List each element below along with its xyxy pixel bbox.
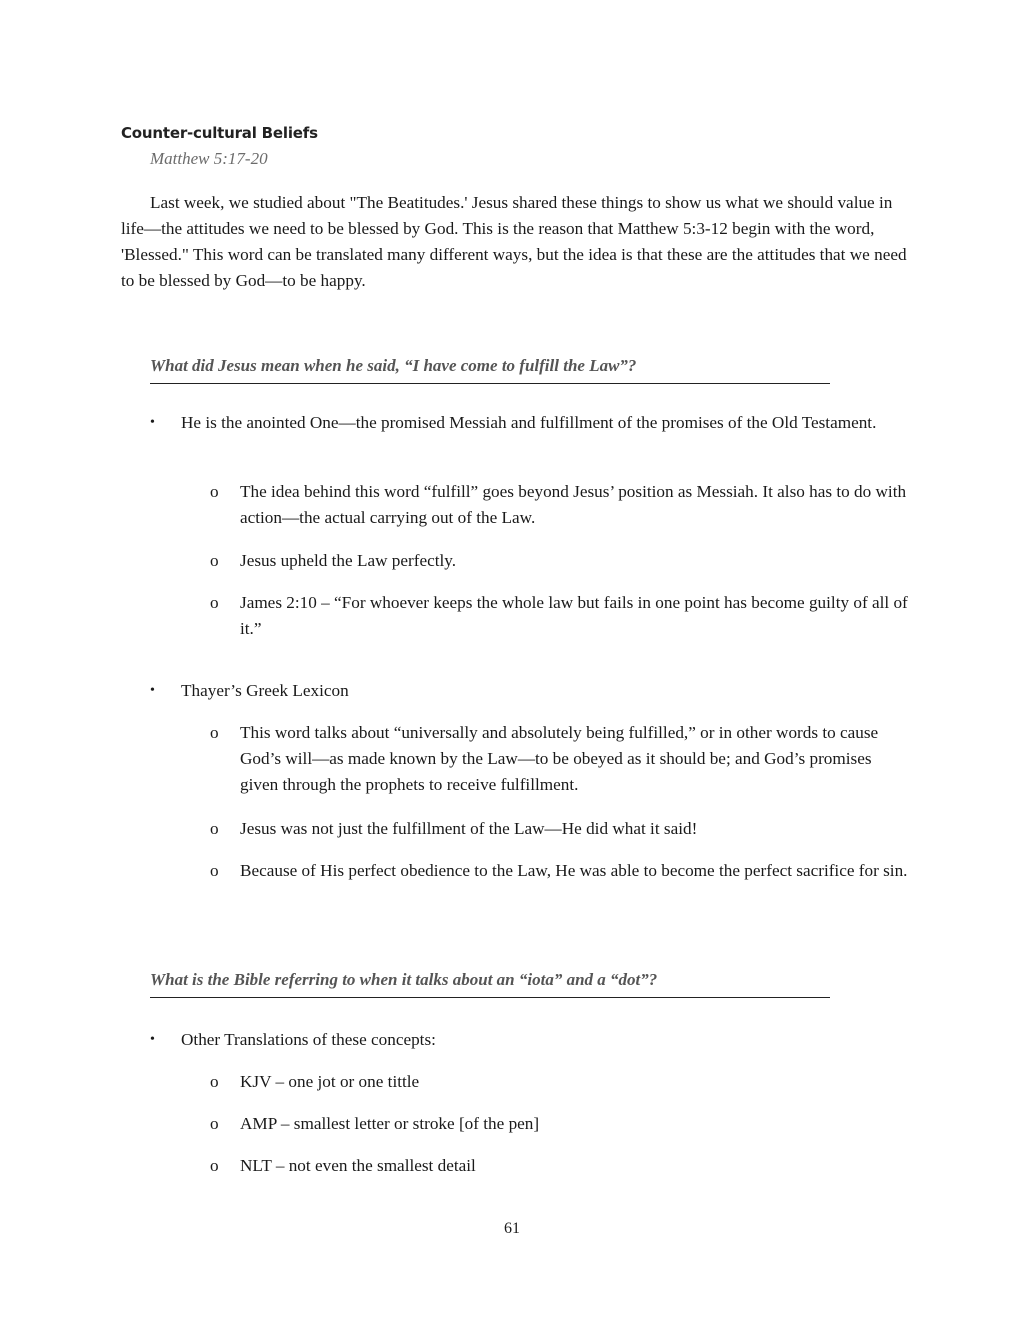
list-item — [150, 410, 910, 436]
sub-bullet-icon: o — [210, 819, 219, 838]
sub-list-item — [210, 479, 910, 531]
sub-list-item-text: NLT – not even the smallest detail — [240, 1156, 476, 1175]
sub-list-item-text: Jesus was not just the fulfillment of the Law—He did what it said! — [240, 819, 698, 838]
intro-paragraph: Last week, we studied about "The Beatitudes.' Jesus shared these things to show us what we should value in life—the attitudes we need to be blessed by God. This is the reason that Matthew 5:3-12 begin with the word, 'Blessed." This word can be translated many different ways, but the idea is that these are the attitudes that we need to be blessed by God—to be happy. — [121, 193, 907, 290]
list-item-text: He is the anointed One—the promised Messiah and fulfillment of the promises of the Old Testament. — [181, 413, 877, 432]
sub-bullet-icon: o — [210, 1114, 219, 1133]
bullet-icon: • — [150, 683, 155, 698]
sub-list-item — [210, 858, 910, 884]
question-heading-iota-dot: What is the Bible referring to when it talks about an “iota” and a “dot”? — [150, 970, 830, 998]
sub-bullet-icon: o — [210, 1156, 219, 1175]
sub-list-item-text: KJV – one jot or one tittle — [240, 1072, 420, 1091]
page-number: 61 — [504, 1220, 520, 1237]
sub-bullet-icon: o — [210, 723, 219, 742]
list-item — [150, 678, 910, 704]
sub-list-item — [210, 720, 910, 798]
sub-list-item — [210, 816, 910, 842]
bullet-icon: • — [150, 415, 155, 430]
scripture-reference: Matthew 5:17-20 — [150, 149, 268, 168]
sub-list-item-text: AMP – smallest letter or stroke [of the pen] — [240, 1114, 540, 1133]
sub-list-item-text: Jesus upheld the Law perfectly. — [240, 551, 457, 570]
sub-bullet-icon: o — [210, 861, 219, 880]
list-item-text: Thayer’s Greek Lexicon — [181, 681, 349, 700]
list-item — [150, 1027, 910, 1053]
sub-list-item — [210, 1153, 910, 1179]
sub-list-item — [210, 548, 910, 574]
sub-bullet-icon: o — [210, 593, 219, 612]
bullet-icon: • — [150, 1032, 155, 1047]
sub-bullet-icon: o — [210, 1072, 219, 1091]
sub-bullet-icon: o — [210, 551, 219, 570]
sub-list-item — [210, 590, 910, 642]
question-heading-fulfill-law: What did Jesus mean when he said, “I have come to fulfill the Law”? — [150, 356, 830, 384]
section-heading: Counter-cultural Beliefs — [121, 124, 318, 142]
sub-list-item-text: This word talks about “universally and absolutely being fulfilled,” or in other words to cause God’s will—as made known by the Law—to be obeyed as it should be; and God’s promises given through the prophets to receive fulfillment. — [240, 723, 879, 794]
sub-list-item-text: Because of His perfect obedience to the Law, He was able to become the perfect sacrifice for sin. — [240, 861, 908, 880]
list-item-text: Other Translations of these concepts: — [181, 1030, 436, 1049]
sub-list-item-text: The idea behind this word “fulfill” goes beyond Jesus’ position as Messiah. It also has to do with action—the actual carrying out of the Law. — [240, 482, 907, 527]
sub-list-item — [210, 1111, 910, 1137]
sub-list-item — [210, 1069, 910, 1095]
sub-bullet-icon: o — [210, 482, 219, 501]
sub-list-item-text: James 2:10 – “For whoever keeps the whole law but fails in one point has become guilty of all of it.” — [240, 593, 908, 638]
